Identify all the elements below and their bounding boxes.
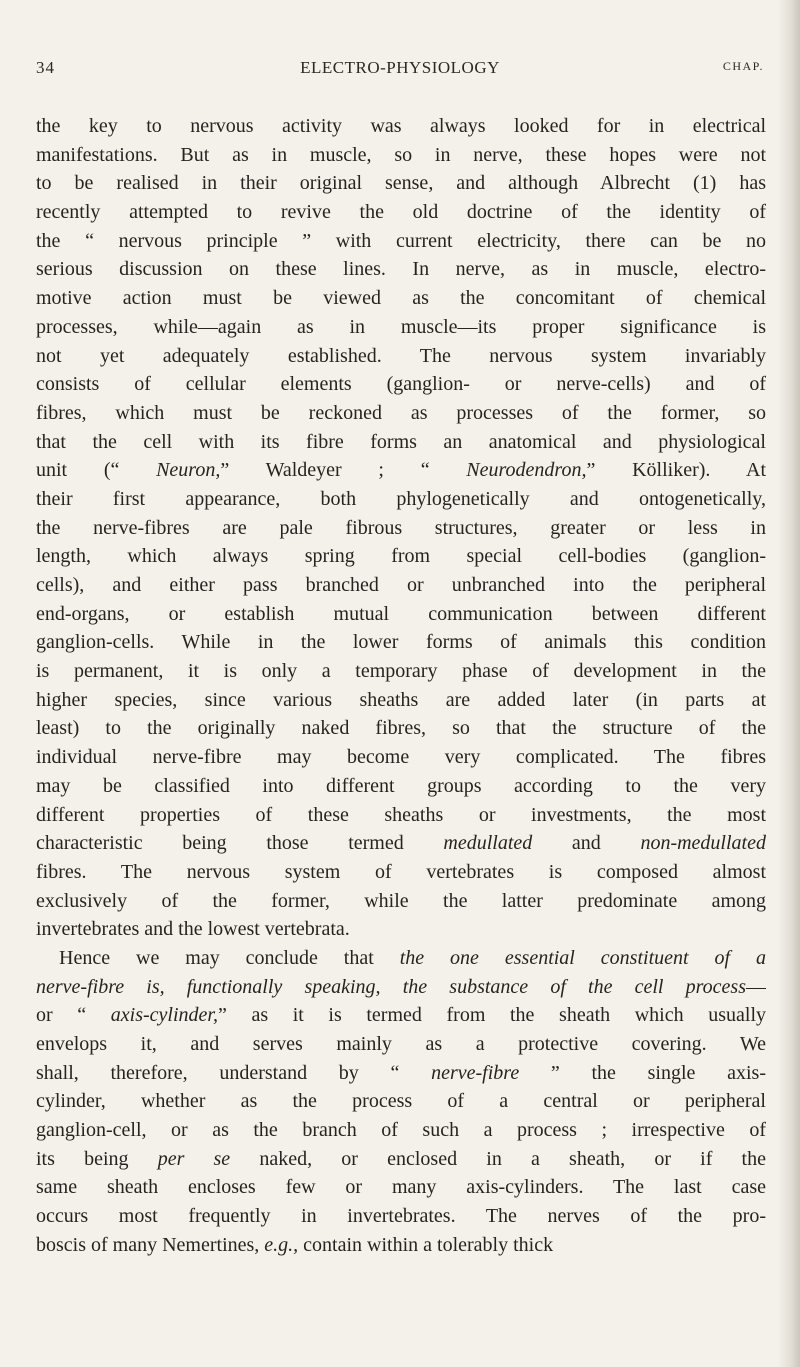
- text-line: [36, 686, 766, 715]
- text-line: [36, 1116, 766, 1145]
- text-run: individual nerve-fibre may become very complicated. The fibres: [36, 746, 766, 769]
- text-run: serious discussion on these lines. In nerve, as in muscle, electro-: [36, 258, 766, 281]
- text-run: its being: [36, 1147, 158, 1170]
- text-run: fibres. The nervous system of vertebrates is composed almost: [36, 860, 766, 883]
- text-run: same sheath encloses few or many axis-cylinders. The last case: [36, 1176, 766, 1199]
- text-line: [36, 829, 766, 858]
- text-line: [36, 485, 766, 514]
- text-line: [36, 1030, 766, 1059]
- text-line: [36, 743, 766, 772]
- text-line: [36, 714, 766, 743]
- text-line: [36, 628, 766, 657]
- text-line: [36, 284, 766, 313]
- running-title: ELECTRO-PHYSIOLOGY: [300, 58, 500, 77]
- text-line: [36, 915, 766, 944]
- body-text: [36, 112, 766, 1260]
- chapter-label: CHAP.: [722, 59, 764, 73]
- text-run: motive action must be viewed as the concomitant of chemical: [36, 287, 766, 310]
- text-run: or “: [36, 1004, 111, 1027]
- text-line: [36, 571, 766, 600]
- text-line: [36, 887, 766, 916]
- text-run: Hence we may conclude that: [59, 946, 400, 969]
- text-run: naked, or enclosed in a sheath, or if the: [230, 1147, 766, 1170]
- text-line: [36, 1001, 766, 1030]
- text-line: [36, 772, 766, 801]
- text-run: length, which always spring from special cell-bodies (ganglion-: [36, 545, 766, 568]
- text-run: higher species, since various sheaths are added later (in parts at: [36, 688, 766, 711]
- text-line: [36, 255, 766, 284]
- text-line: [36, 456, 766, 485]
- italic-text: nerve-fibre is, functionally speaking, the substance of the cell process: [36, 975, 746, 998]
- text-line: [36, 1145, 766, 1174]
- text-run: cylinder, whether as the process of a central or peripheral: [36, 1090, 766, 1113]
- text-run: ganglion-cells. While in the lower forms of animals this condition: [36, 631, 766, 654]
- text-run: boscis of many Nemertines,: [36, 1233, 265, 1256]
- text-line: [36, 973, 766, 1002]
- italic-text: axis-cylinder,: [110, 1004, 218, 1027]
- text-run: and: [532, 832, 641, 855]
- text-run: is permanent, it is only a temporary phase of development in the: [36, 660, 766, 683]
- text-run: ” Waldeyer ; “: [220, 459, 467, 482]
- text-run: the key to nervous activity was always looked for in electrical: [36, 115, 766, 137]
- text-run: the nerve-fibres are pale fibrous structures, greater or less in: [36, 516, 766, 539]
- text-line: [36, 657, 766, 686]
- text-line: [36, 313, 766, 342]
- text-run: shall, therefore, understand by “: [36, 1061, 432, 1084]
- text-run: that the cell with its fibre forms an anatomical and physiological: [36, 430, 766, 453]
- text-run: cells), and either pass branched or unbranched into the peripheral: [36, 574, 766, 596]
- text-run: end-organs, or establish mutual communication between different: [36, 602, 766, 625]
- running-head: [36, 58, 764, 84]
- text-line: [36, 542, 766, 571]
- italic-text: nerve-fibre: [431, 1061, 520, 1084]
- text-run: —: [746, 975, 766, 998]
- italic-text: medullated: [443, 832, 533, 855]
- text-line: [36, 1173, 766, 1202]
- text-run: occurs most frequently in invertebrates. The nerves of the pro-: [36, 1205, 766, 1228]
- text-line: [36, 1087, 766, 1116]
- text-line: [36, 1202, 766, 1231]
- text-line: [36, 399, 766, 428]
- text-run: invertebrates and the lowest vertebrata.: [36, 918, 350, 941]
- text-run: recently attempted to revive the old doctrine of the identity of: [36, 201, 766, 224]
- text-run: least) to the originally naked fibres, so that the structure of the: [36, 717, 766, 740]
- text-run: not yet adequately established. The nervous system invariably: [36, 344, 766, 367]
- italic-text: non-medullated: [640, 832, 766, 855]
- text-run: the “ nervous principle ” with current electricity, there can be no: [36, 229, 766, 252]
- page-edge-shadow: [778, 0, 800, 1367]
- text-line: [36, 370, 766, 399]
- text-line: [36, 169, 766, 198]
- text-line: [36, 112, 766, 141]
- text-line: [36, 227, 766, 256]
- text-run: may be classified into different groups according to the very: [36, 774, 766, 797]
- text-run: contain within a tolerably thick: [298, 1233, 554, 1256]
- text-line: [36, 428, 766, 457]
- italic-text: Neurodendron,: [466, 459, 587, 482]
- text-line: [36, 1231, 766, 1260]
- text-line: [36, 141, 766, 170]
- text-line: [36, 198, 766, 227]
- text-line: [36, 1059, 766, 1088]
- text-run: ganglion-cell, or as the branch of such a process ; irrespective of: [36, 1119, 766, 1142]
- text-run: different properties of these sheaths or investments, the most: [36, 803, 766, 826]
- text-line: [36, 801, 766, 830]
- page-number: 34: [36, 58, 55, 77]
- italic-text: per se: [157, 1147, 231, 1170]
- text-run: ” as it is termed from the sheath which usually: [217, 1004, 766, 1027]
- text-line: [36, 944, 766, 973]
- text-run: unit (“: [36, 459, 157, 482]
- text-run: manifestations. But as in muscle, so in nerve, these hopes were not: [36, 143, 766, 166]
- text-line: [36, 858, 766, 887]
- text-run: ” the single axis-: [519, 1061, 766, 1084]
- text-run: to be realised in their original sense, and although Albrecht (1) has: [36, 172, 766, 195]
- text-run: their first appearance, both phylogenetically and ontogenetically,: [36, 487, 766, 510]
- text-line: [36, 342, 766, 371]
- text-run: characteristic being those termed: [36, 832, 444, 855]
- italic-text: Neuron,: [156, 459, 221, 482]
- text-run: fibres, which must be reckoned as processes of the former, so: [36, 401, 766, 424]
- text-run: consists of cellular elements (ganglion- or nerve-cells) and of: [36, 373, 766, 396]
- text-run: ” Kölliker). At: [586, 459, 766, 482]
- italic-text: the one essential constituent of a: [399, 946, 766, 969]
- text-line: [36, 600, 766, 629]
- text-line: [36, 514, 766, 543]
- text-run: envelops it, and serves mainly as a protective covering. We: [36, 1033, 766, 1055]
- italic-text: e.g.,: [264, 1233, 299, 1256]
- text-run: processes, while—again as in muscle—its proper significance is: [36, 315, 766, 338]
- text-run: exclusively of the former, while the latter predominate among: [36, 889, 766, 912]
